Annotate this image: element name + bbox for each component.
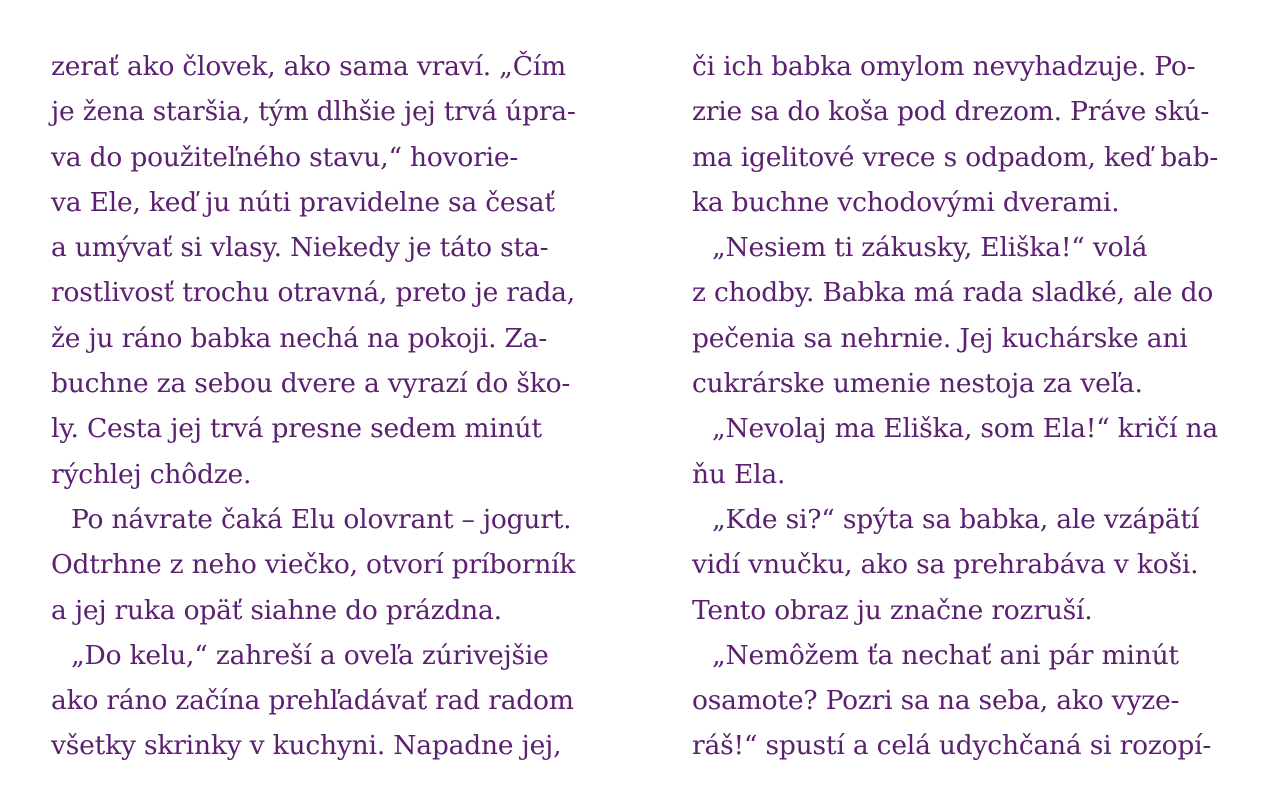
text-line: Tento obraz ju značne rozruší. (692, 594, 1093, 626)
left-page-text (51, 44, 611, 769)
text-line: ly. Cesta jej trvá presne sedem minút (51, 413, 542, 445)
text-line: pečenia sa nehrnie. Jej kuchárske ani (692, 322, 1188, 354)
text-line: zrie sa do koša pod drezom. Práve skú- (692, 96, 1210, 128)
text-line: ma igelitové vrece s odpadom, keď bab- (692, 141, 1219, 173)
text-line: či ich babka omylom nevyhadzuje. Po- (692, 51, 1196, 82)
text-line: ka buchne vchodovými dverami. (692, 186, 1120, 218)
text-line: cukrárske umenie nestoja za veľa. (692, 368, 1143, 400)
text-line: všetky skrinky v kuchyni. Napadne jej, (51, 730, 562, 762)
text-line: „Kde si?“ spýta sa babka, ale vzápätí (712, 503, 1200, 535)
text-line: a jej ruka opäť siahne do prázdna. (51, 594, 502, 626)
text-line: Po návrate čaká Elu olovrant – jogurt. (71, 503, 572, 535)
text-line: „Do kelu,“ zahreší a oveľa zúrivejšie (71, 639, 549, 671)
text-line: ako ráno začína prehľadávať rad radom (51, 685, 574, 717)
text-line: rostlivosť trochu otravná, preto je rada, (51, 277, 575, 309)
text-line: Odtrhne z neho viečko, otvorí príborník (51, 549, 576, 581)
text-line: „Nesiem ti zákusky, Eliška!“ volá (712, 232, 1148, 264)
text-line: „Nemôžem ťa nechať ani pár minút (712, 639, 1179, 671)
text-line: va Ele, keď ju núti pravidelne sa česať (51, 186, 555, 218)
text-line: vidí vnučku, ako sa prehrabáva v koši. (692, 549, 1199, 581)
text-line: ňu Ela. (692, 458, 786, 490)
text-line: „Nevolaj ma Eliška, som Ela!“ kričí na (712, 413, 1218, 445)
right-page-text (692, 44, 1252, 769)
text-line: a umývať si vlasy. Niekedy je táto sta- (51, 232, 549, 264)
text-line: že ju ráno babka nechá na pokoji. Za- (51, 322, 548, 354)
text-line: rýchlej chôdze. (51, 458, 252, 490)
text-line: je žena staršia, tým dlhšie jej trvá úpra- (51, 96, 576, 128)
text-line: osamote? Pozri sa na seba, ako vyze- (692, 685, 1180, 717)
text-line: zerať ako človek, ako sama vraví. „Čím (51, 51, 566, 82)
text-line: z chodby. Babka má rada sladké, ale do (692, 277, 1214, 309)
text-line: ráš!“ spustí a celá udychčaná si rozopí- (692, 730, 1212, 762)
text-line: buchne za sebou dvere a vyrazí do ško- (51, 368, 571, 400)
text-line: va do použiteľného stavu,“ hovorie- (51, 141, 519, 173)
